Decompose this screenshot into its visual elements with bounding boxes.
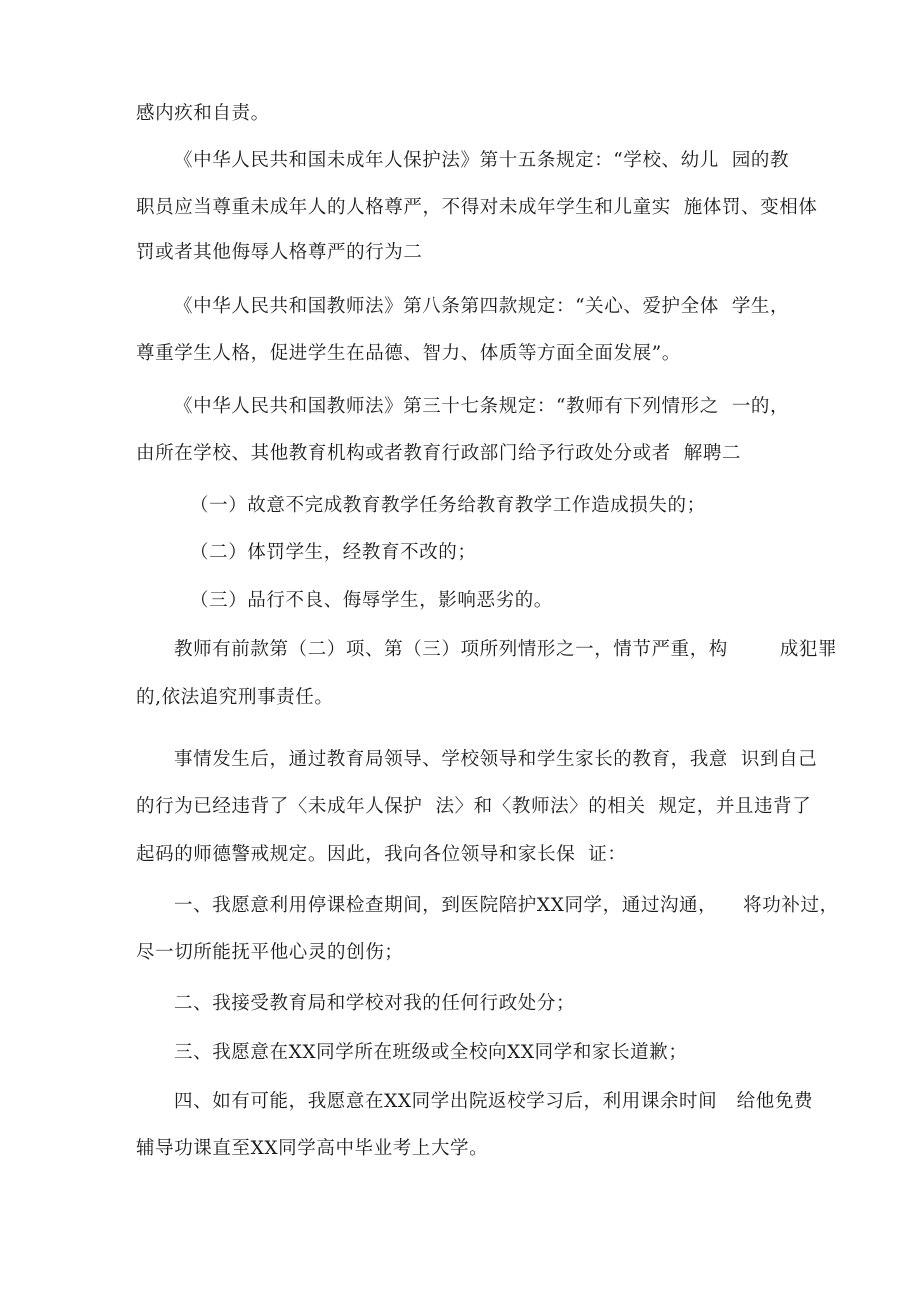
- text-line: （一）故意不完成教育教学任务给教育教学工作造成损失的；: [190, 495, 706, 516]
- text-line: （二）体罚学生，经教育不改的；: [190, 542, 477, 563]
- text-line: 辅导功课直至XX同学高中毕业考上大学。: [136, 1138, 489, 1159]
- text-line: 感内疚和自责。: [136, 103, 270, 124]
- text-line: 三、我愿意在XX同学所在班级或全校向XX同学和家长道歉；: [174, 1042, 688, 1063]
- text-line: （三）品行不良、侮辱学生，影响恶劣的。: [190, 590, 553, 611]
- text-line: 《中华人民共和国教师法》第八条第四款规定：“关心、爱护全体 学生，: [174, 296, 790, 317]
- text-line: 起码的师德警戒规定。因此，我向各位领导和家长保 证：: [136, 844, 627, 865]
- text-line: 的,依法追究刑事责任。: [136, 687, 334, 708]
- text-line: 的行为已经违背了〈未成年人保护 法〉和〈教师法〉的相关 规定，并且违背了: [136, 796, 812, 817]
- text-line: 罚或者其他侮辱人格尊严的行为二: [136, 242, 423, 263]
- text-line: 四、如有可能，我愿意在XX同学出院返校学习后，利用课余时间 给他免费: [174, 1091, 814, 1112]
- text-line: 二、我接受教育局和学校对我的任何行政处分；: [174, 993, 576, 1014]
- text-line: 事情发生后，通过教育局领导、学校领导和学生家长的教育，我意 识到自己: [174, 749, 818, 770]
- text-line: 尽一切所能抚平他心灵的创伤；: [136, 942, 404, 963]
- text-line: 《中华人民共和国未成年人保护法》第十五条规定：“学校、幼儿 园的教: [174, 150, 790, 171]
- text-line: 一、我愿意利用停课检查期间，到医院陪护XX同学，通过沟通， 将功补过，: [174, 895, 839, 916]
- text-line: 由所在学校、其他教育机构或者教育行政部门给予行政处分或者 解聘二: [136, 443, 742, 464]
- text-line: 教师有前款第（二）项、第（三）项所列情形之一，情节严重，构 成犯罪: [174, 639, 838, 660]
- text-line: 《中华人民共和国教师法》第三十七条规定：“教师有下列情形之 一的，: [174, 396, 790, 417]
- text-line: 尊重学生人格，促进学生在品德、智力、体质等方面全面发展”。: [136, 343, 681, 364]
- text-line: 职员应当尊重未成年人的人格尊严，不得对未成年学生和儿童实 施体罚、变相体: [136, 197, 818, 218]
